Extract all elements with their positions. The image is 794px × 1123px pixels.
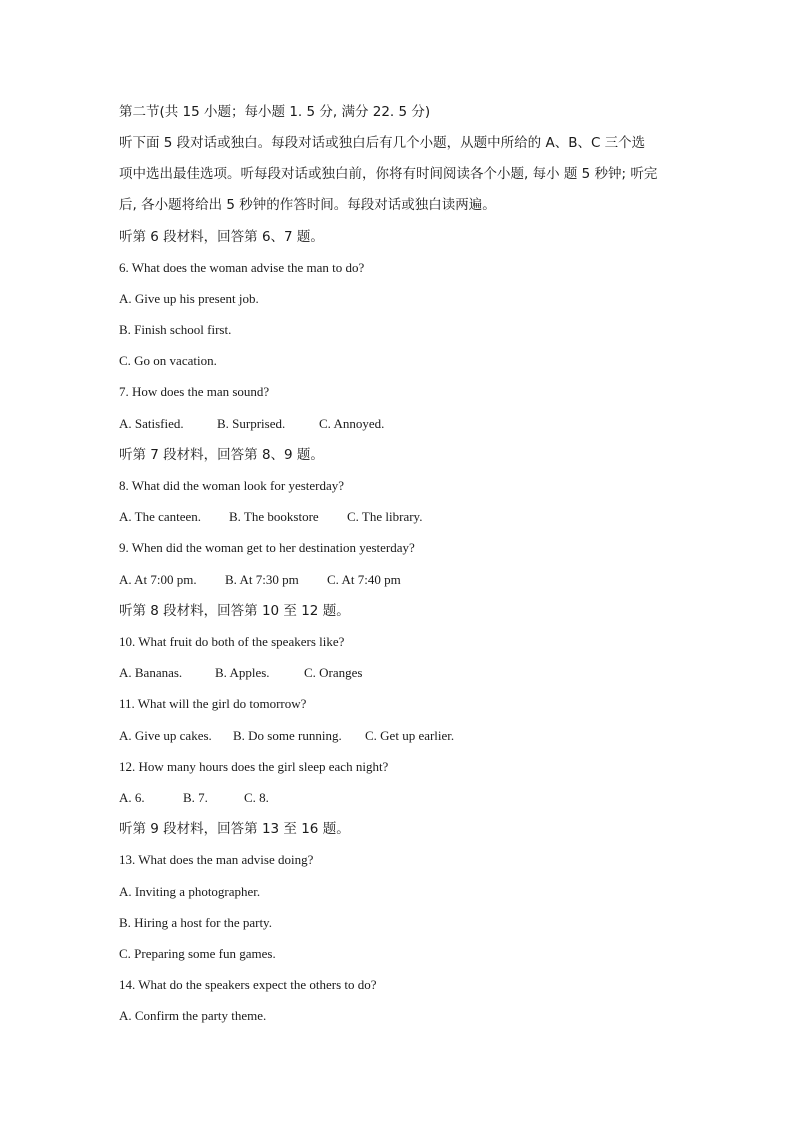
- question-12-option-a: A. 6.: [119, 790, 145, 805]
- question-7-options: [119, 415, 689, 433]
- group-heading-7: 听第 7 段材料，回答第 8、9 题。: [119, 447, 324, 463]
- question-10-option-c: C. Oranges: [304, 665, 363, 680]
- question-8-options: [119, 508, 689, 526]
- group-heading-8: 听第 8 段材料，回答第 10 至 12 题。: [119, 603, 350, 619]
- question-12-options: [119, 789, 689, 807]
- question-10-options: [119, 664, 689, 682]
- question-6-stem: 6. What does the woman advise the man to do?: [119, 260, 365, 275]
- question-6-option-c: C. Go on vacation.: [119, 353, 217, 368]
- question-10-option-b: B. Apples.: [215, 665, 270, 680]
- question-12-option-b: B. 7.: [183, 790, 208, 805]
- question-14-option-a: A. Confirm the party theme.: [119, 1008, 267, 1023]
- group-heading-9: 听第 9 段材料，回答第 13 至 16 题。: [119, 821, 350, 837]
- instructions-line-3: 后, 各小题将给出 5 秒钟的作答时间。每段对话或独白读两遍。: [119, 197, 496, 213]
- group-heading-6: 听第 6 段材料，回答第 6、7 题。: [119, 229, 324, 245]
- question-14-stem: 14. What do the speakers expect the others to do?: [119, 977, 377, 992]
- question-13-option-a: A. Inviting a photographer.: [119, 884, 261, 899]
- instructions-line-1: 听下面 5 段对话或独白。每段对话或独白后有几个小题，从题中所给的 A、B、C 三个选: [119, 135, 646, 151]
- question-7-option-a: A. Satisfied.: [119, 416, 184, 431]
- question-11-stem: 11. What will the girl do tomorrow?: [119, 696, 307, 711]
- question-13-stem: 13. What does the man advise doing?: [119, 852, 314, 867]
- question-8-stem: 8. What did the woman look for yesterday?: [119, 478, 345, 493]
- question-7-stem: 7. How does the man sound?: [119, 384, 270, 399]
- question-12-option-c: C. 8.: [244, 790, 269, 805]
- question-8-option-a: A. The canteen.: [119, 509, 202, 524]
- question-6-option-a: A. Give up his present job.: [119, 291, 259, 306]
- question-11-option-c: C. Get up earlier.: [365, 728, 455, 743]
- question-9-option-a: A. At 7:00 pm.: [119, 572, 197, 587]
- instructions-line-2: 项中选出最佳选项。听每段对话或独白前，你将有时间阅读各个小题, 每小 题 5 秒钟; 听完: [119, 166, 658, 182]
- question-8-option-c: C. The library.: [347, 509, 423, 524]
- question-6-option-b: B. Finish school first.: [119, 322, 232, 337]
- question-12-stem: 12. How many hours does the girl sleep each night?: [119, 759, 389, 774]
- question-9-option-c: C. At 7:40 pm: [327, 572, 401, 587]
- question-11-option-b: B. Do some running.: [233, 728, 342, 743]
- question-11-option-a: A. Give up cakes.: [119, 728, 212, 743]
- question-7-option-c: C. Annoyed.: [319, 416, 385, 431]
- question-11-options: [119, 727, 689, 745]
- question-9-stem: 9. When did the woman get to her destination yesterday?: [119, 540, 415, 555]
- question-9-options: [119, 571, 689, 589]
- question-13-option-b: B. Hiring a host for the party.: [119, 915, 272, 930]
- question-9-option-b: B. At 7:30 pm: [225, 572, 299, 587]
- question-7-option-b: B. Surprised.: [217, 416, 286, 431]
- question-8-option-b: B. The bookstore: [229, 509, 319, 524]
- question-10-option-a: A. Bananas.: [119, 665, 183, 680]
- section-title: 第二节(共 15 小题；每小题 1. 5 分, 满分 22. 5 分): [119, 104, 431, 120]
- question-10-stem: 10. What fruit do both of the speakers like?: [119, 634, 345, 649]
- question-13-option-c: C. Preparing some fun games.: [119, 946, 276, 961]
